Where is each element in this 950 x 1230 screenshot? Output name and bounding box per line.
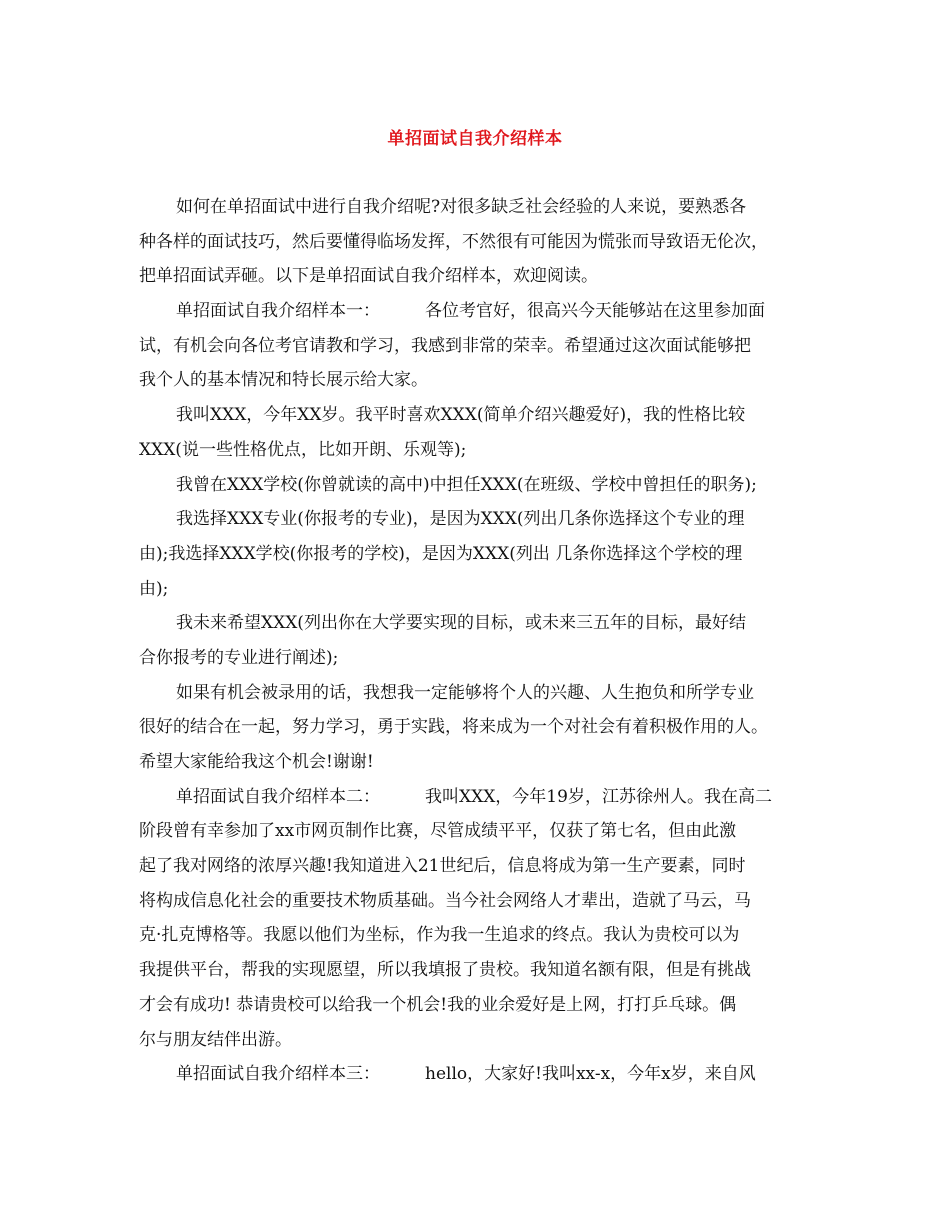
text-line bbox=[139, 537, 829, 572]
line-text: hello，大家好!我叫xx-x，今年x岁，来自风 bbox=[425, 1064, 756, 1085]
text-line bbox=[139, 433, 829, 468]
text-line bbox=[139, 710, 829, 745]
line-text: 才会有成功! 恭请贵校可以给我一个机会!我的业余爱好是上网，打打乒乓球。偶 bbox=[139, 994, 737, 1015]
line-text: 由); bbox=[139, 578, 169, 599]
line-text: 试，有机会向各位考官请教和学习，我感到非常的荣幸。希望通过这次面试能够把 bbox=[139, 335, 751, 356]
text-line bbox=[139, 918, 829, 953]
line-text: 起了我对网络的浓厚兴趣!我知道进入21世纪后，信息将成为第一生产要素，同时 bbox=[139, 856, 746, 877]
text-line bbox=[139, 606, 829, 641]
line-text: 我选择XXX专业(你报考的专业)，是因为XXX(列出几条你选择这个专业的理 bbox=[176, 509, 745, 530]
line-text: 由);我选择XXX学校(你报考的学校)，是因为XXX(列出 几条你选择这个学校的理 bbox=[139, 543, 743, 564]
text-line bbox=[139, 572, 829, 607]
line-text: 把单招面试弄砸。以下是单招面试自我介绍样本，欢迎阅读。 bbox=[139, 266, 598, 287]
line-text: 合你报考的专业进行阐述); bbox=[139, 647, 339, 668]
text-line bbox=[139, 884, 829, 919]
line-text: 如何在单招面试中进行自我介绍呢?对很多缺乏社会经验的人来说，要熟悉各 bbox=[176, 197, 747, 217]
line-text: 我个人的基本情况和特长展示给大家。 bbox=[139, 370, 428, 391]
line-text: 我未来希望XXX(列出你在大学要实现的目标，或未来三五年的目标，最好结 bbox=[176, 613, 746, 634]
text-line bbox=[139, 814, 829, 849]
text-line bbox=[139, 849, 829, 884]
sample-heading: 单招面试自我介绍样本二： bbox=[176, 786, 380, 807]
text-line bbox=[139, 502, 829, 537]
line-text: 我曾在XXX学校(你曾就读的高中)中担任XXX(在班级、学校中曾担任的职务); bbox=[176, 474, 757, 495]
line-text: 尔与朋友结伴出游。 bbox=[139, 1029, 292, 1050]
line-text: 我叫XXX，今年XX岁。我平时喜欢XXX(简单介绍兴趣爱好)，我的性格比较 bbox=[176, 405, 746, 426]
line-text: 很好的结合在一起，努力学习，勇于实践，将来成为一个对社会有着积极作用的人。 bbox=[139, 717, 768, 738]
text-line bbox=[139, 745, 829, 780]
sample-heading: 单招面试自我介绍样本一： bbox=[176, 301, 380, 322]
line-text: XXX(说一些性格优点，比如开朗、乐观等); bbox=[139, 439, 467, 460]
text-line bbox=[139, 641, 829, 676]
text-line bbox=[139, 988, 829, 1023]
line-text: 各位考官好，很高兴今天能够站在这里参加面 bbox=[425, 301, 765, 322]
text-line bbox=[139, 363, 829, 398]
text-line bbox=[139, 329, 829, 364]
text-line bbox=[139, 294, 829, 329]
text-line bbox=[139, 1057, 829, 1092]
sample-heading: 单招面试自我介绍样本三： bbox=[176, 1064, 380, 1085]
text-line bbox=[139, 398, 829, 433]
text-line bbox=[139, 1023, 829, 1058]
document-title: 单招面试自我介绍样本 bbox=[387, 129, 563, 149]
text-line bbox=[139, 225, 829, 260]
line-text: 种各样的面试技巧，然后要懂得临场发挥，不然很有可能因为慌张而导致语无伦次， bbox=[139, 231, 768, 252]
text-line bbox=[139, 780, 829, 815]
text-line bbox=[139, 259, 829, 294]
text-line bbox=[139, 676, 829, 711]
line-text: 阶段曾有幸参加了xx市网页制作比赛，尽管成绩平平，仅获了第七名，但由此激 bbox=[139, 821, 737, 842]
line-text: 将构成信息化社会的重要技术物质基础。当今社会网络人才辈出，造就了马云，马 bbox=[139, 890, 751, 911]
line-text: 希望大家能给我这个机会!谢谢! bbox=[139, 752, 374, 772]
line-text: 如果有机会被录用的话，我想我一定能够将个人的兴趣、人生抱负和所学专业 bbox=[176, 682, 754, 703]
line-text: 我叫XXX，今年19岁，江苏徐州人。我在高二 bbox=[425, 786, 772, 807]
document-body bbox=[139, 190, 829, 1092]
text-line bbox=[139, 190, 829, 225]
line-text: 克·扎克博格等。我愿以他们为坐标，作为我一生追求的终点。我认为贵校可以为 bbox=[139, 925, 740, 946]
line-text: 我提供平台，帮我的实现愿望，所以我填报了贵校。我知道名额有限，但是有挑战 bbox=[139, 960, 751, 981]
text-line bbox=[139, 953, 829, 988]
text-line bbox=[139, 468, 829, 503]
